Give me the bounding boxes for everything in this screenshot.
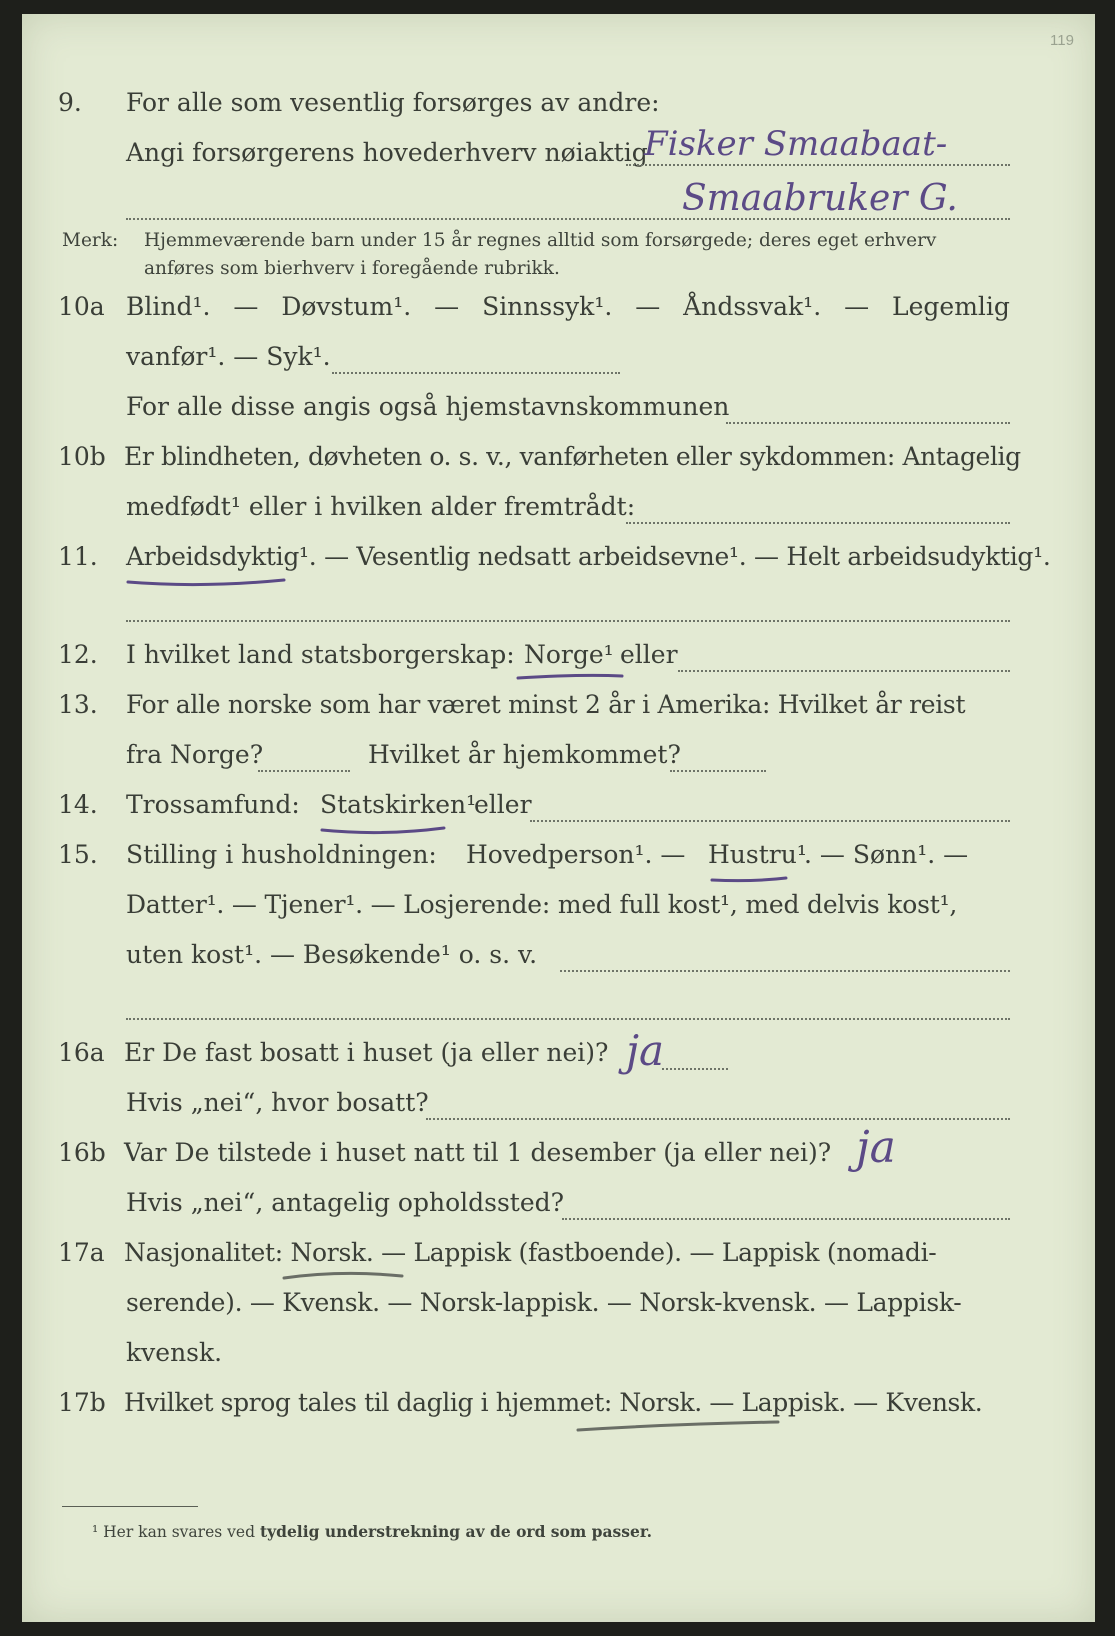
question-16a-line-1 bbox=[22, 1038, 1095, 1078]
question-text: Var De tilstede i huset natt til 1 desember (ja eller nei)? bbox=[124, 1138, 832, 1167]
question-17a-line-3 bbox=[22, 1338, 1095, 1378]
question-number: 10a bbox=[58, 292, 105, 321]
question-text: uten kost¹. — Besøkende¹ o. s. v. bbox=[126, 940, 538, 969]
footnote-emphasis: tydelig understrekning av de ord som passer. bbox=[259, 1522, 653, 1541]
answer-line bbox=[126, 1018, 1010, 1020]
option-blind: Blind¹. bbox=[126, 292, 211, 321]
question-15-line-3 bbox=[22, 940, 1095, 980]
answer-line bbox=[258, 770, 350, 772]
question-text: Trossamfund: bbox=[126, 790, 300, 819]
option-dovstum: Døvstum¹. bbox=[281, 292, 412, 321]
question-number: 9. bbox=[58, 88, 82, 117]
dash: — bbox=[635, 292, 661, 321]
question-17a-line-2 bbox=[22, 1288, 1095, 1328]
question-text: Hvilket år hjemkommet? bbox=[368, 740, 681, 769]
answer-line bbox=[332, 372, 620, 374]
note-label: Merk: bbox=[62, 230, 119, 251]
census-form-page bbox=[22, 14, 1095, 1622]
question-options bbox=[126, 292, 1010, 321]
handwritten-answer-ja: ja bbox=[626, 1026, 665, 1075]
answer-line bbox=[126, 620, 1010, 622]
corner-mark: 119 bbox=[1050, 32, 1074, 49]
question-text: I hvilket land statsborgerskap: bbox=[126, 640, 515, 669]
handwritten-answer-occupation: Fisker Smaabaat- bbox=[644, 124, 948, 164]
answer-line bbox=[626, 522, 1010, 524]
question-16a-line-2 bbox=[22, 1088, 1095, 1128]
dash: — bbox=[233, 292, 259, 321]
question-16b-line-2 bbox=[22, 1188, 1095, 1228]
answer-line bbox=[426, 1118, 1010, 1120]
answer-line bbox=[726, 422, 1010, 424]
option-norge: Norge¹ bbox=[524, 640, 614, 669]
question-text: medfødt¹ eller i hvilken alder fremtrådt: bbox=[126, 492, 636, 521]
question-13-line-2 bbox=[22, 740, 1095, 780]
answer-line bbox=[662, 1068, 728, 1070]
question-number: 16b bbox=[58, 1138, 106, 1167]
question-text: Angi forsørgerens hovederhverv nøiaktig bbox=[126, 138, 648, 167]
dash: — bbox=[844, 292, 870, 321]
question-options: — Vesentlig nedsatt arbeidsevne¹. — Helt arbeidsudyktig¹. bbox=[316, 542, 1051, 571]
footnote bbox=[92, 1522, 652, 1541]
question-text: Hvis „nei“, hvor bosatt? bbox=[126, 1088, 429, 1117]
question-16b-line-1 bbox=[22, 1138, 1095, 1178]
question-12 bbox=[22, 640, 1095, 680]
question-number: 15. bbox=[58, 840, 98, 869]
option-hovedperson: Hovedperson¹. — bbox=[466, 840, 686, 869]
question-text: kvensk. bbox=[126, 1338, 223, 1367]
footnote-text: Her kan svares ved bbox=[103, 1523, 255, 1541]
question-13-line-1 bbox=[22, 690, 1095, 730]
answer-line bbox=[530, 820, 1010, 822]
answer-line bbox=[626, 164, 1010, 166]
option-arbeidsdyktig: Arbeidsdyktig¹. bbox=[126, 542, 317, 571]
question-10b-line-1 bbox=[22, 442, 1095, 482]
question-10b-line-2 bbox=[22, 492, 1095, 532]
question-options: . — Sønn¹. — bbox=[804, 840, 969, 869]
question-10a-line-3 bbox=[22, 392, 1095, 432]
option-hustru: Hustru¹ bbox=[708, 840, 807, 869]
question-number: 14. bbox=[58, 790, 98, 819]
question-text: Nasjonalitet: Norsk. — Lappisk (fastboende). — Lappisk (nomadi- bbox=[124, 1238, 937, 1267]
footnote-mark: ¹ bbox=[92, 1523, 99, 1541]
option-sinnssyk: Sinnssyk¹. bbox=[482, 292, 613, 321]
question-9-line-1 bbox=[22, 88, 1095, 128]
dash: — bbox=[434, 292, 460, 321]
answer-line bbox=[562, 1218, 1010, 1220]
handwritten-answer-ja: ja bbox=[856, 1122, 896, 1173]
option-legemlig: Legemlig bbox=[892, 292, 1010, 321]
question-text: eller bbox=[620, 640, 678, 669]
answer-line bbox=[678, 670, 1010, 672]
question-number: 16a bbox=[58, 1038, 105, 1067]
question-text: fra Norge? bbox=[126, 740, 264, 769]
answer-line bbox=[670, 770, 766, 772]
question-text: Datter¹. — Tjener¹. — Losjerende: med full kost¹, med delvis kost¹, bbox=[126, 890, 958, 919]
question-text: For alle norske som har været minst 2 år i Amerika: Hvilket år reist bbox=[126, 690, 966, 719]
option-statskirken: Statskirken¹ bbox=[320, 790, 477, 819]
question-number: 11. bbox=[58, 542, 98, 571]
question-15-line-2 bbox=[22, 890, 1095, 930]
question-number: 17a bbox=[58, 1238, 105, 1267]
question-text: Hvilket sprog tales til daglig i hjemmet: Norsk. — Lappisk. — Kvensk. bbox=[124, 1388, 983, 1417]
question-number: 13. bbox=[58, 690, 98, 719]
footnote-rule bbox=[62, 1506, 198, 1507]
question-17a-line-1 bbox=[22, 1238, 1095, 1278]
question-14 bbox=[22, 790, 1095, 830]
question-11 bbox=[22, 542, 1095, 582]
answer-line bbox=[560, 970, 1010, 972]
question-text: For alle disse angis også hjemstavnskommunen bbox=[126, 392, 730, 421]
question-10a-line-2 bbox=[22, 342, 1095, 382]
question-text: Er blindheten, døvheten o. s. v., vanførheten eller sykdommen: Antagelig bbox=[124, 442, 1021, 471]
question-number: 10b bbox=[58, 442, 106, 471]
option-andssvak: Åndssvak¹. bbox=[683, 292, 822, 321]
question-number: 17b bbox=[58, 1388, 106, 1417]
question-text: serende). — Kvensk. — Norsk-lappisk. — Norsk-kvensk. — Lappisk- bbox=[126, 1288, 962, 1317]
question-text: eller bbox=[474, 790, 532, 819]
question-text: vanfør¹. — Syk¹. bbox=[126, 342, 331, 371]
question-number: 12. bbox=[58, 640, 98, 669]
question-10a-line-1 bbox=[22, 292, 1095, 332]
question-15-line-1 bbox=[22, 840, 1095, 880]
question-17b bbox=[22, 1388, 1095, 1428]
answer-line bbox=[126, 218, 1010, 220]
question-text bbox=[126, 542, 1051, 571]
note-text: anføres som bierhverv i foregående rubrikk. bbox=[144, 258, 560, 279]
question-text: Stilling i husholdningen: bbox=[126, 840, 437, 869]
question-text: Hvis „nei“, antagelig opholdssted? bbox=[126, 1188, 565, 1217]
question-text: For alle som vesentlig forsørges av andre: bbox=[126, 88, 660, 117]
handwritten-answer-occupation-2: Smaabruker G. bbox=[682, 178, 958, 219]
question-text: Er De fast bosatt i huset (ja eller nei)? bbox=[124, 1038, 609, 1067]
note-text: Hjemmeværende barn under 15 år regnes alltid som forsørgede; deres eget erhverv bbox=[144, 230, 937, 251]
